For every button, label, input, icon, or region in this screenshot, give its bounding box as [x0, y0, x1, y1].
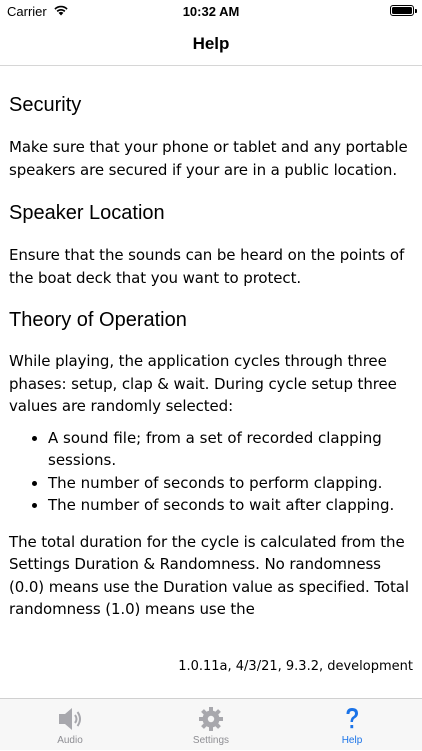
gear-icon: [196, 705, 226, 733]
tab-audio[interactable]: [0, 699, 140, 751]
theory-text: While playing, the application cycles through three phases: setup, clap & wait. During cycle setup three values are randomly selected:: [9, 352, 397, 415]
question-mark-icon: [337, 705, 367, 733]
security-heading: Security: [9, 94, 82, 116]
theory-bullet-list: [9, 427, 413, 517]
tab-settings-label: Settings: [192, 735, 230, 746]
carrier-label: Carrier: [7, 4, 47, 19]
tab-help-label: Help: [341, 735, 363, 746]
speaker-location-heading: Speaker Location: [9, 202, 165, 224]
status-time: 10:32 AM: [182, 4, 240, 19]
page-title: Help: [192, 34, 230, 53]
tab-help[interactable]: [282, 699, 422, 751]
security-text: Make sure that your phone or tablet and any portable speakers are secured if your are in a public location.: [9, 138, 408, 179]
list-item: • A sound file; from a set of recorded clapping sessions.: [48, 427, 413, 472]
battery-icon: [390, 5, 414, 16]
tab-audio-label: Audio: [57, 735, 83, 746]
list-item: • The number of seconds to wait after clapping.: [48, 494, 413, 517]
theory-heading: Theory of Operation: [9, 309, 187, 331]
speaker-icon: [55, 705, 85, 733]
speaker-location-text: Ensure that the sounds can be heard on the points of the boat deck that you want to protect.: [9, 246, 405, 287]
help-content[interactable]: [0, 66, 422, 698]
list-item: • The number of seconds to perform clapping.: [48, 472, 413, 495]
navigation-bar: [0, 22, 422, 66]
duration-text: The total duration for the cycle is calculated from the Settings Duration & Randomness. No randomness (0.0) means use the Duration value as specified. Total randomness (1.0) means use the: [9, 532, 409, 618]
version-label: 1.0.11a, 4/3/21, 9.3.2, development: [178, 659, 413, 674]
status-bar: [0, 0, 422, 22]
tab-settings[interactable]: [141, 699, 281, 751]
tab-bar: [0, 698, 422, 750]
